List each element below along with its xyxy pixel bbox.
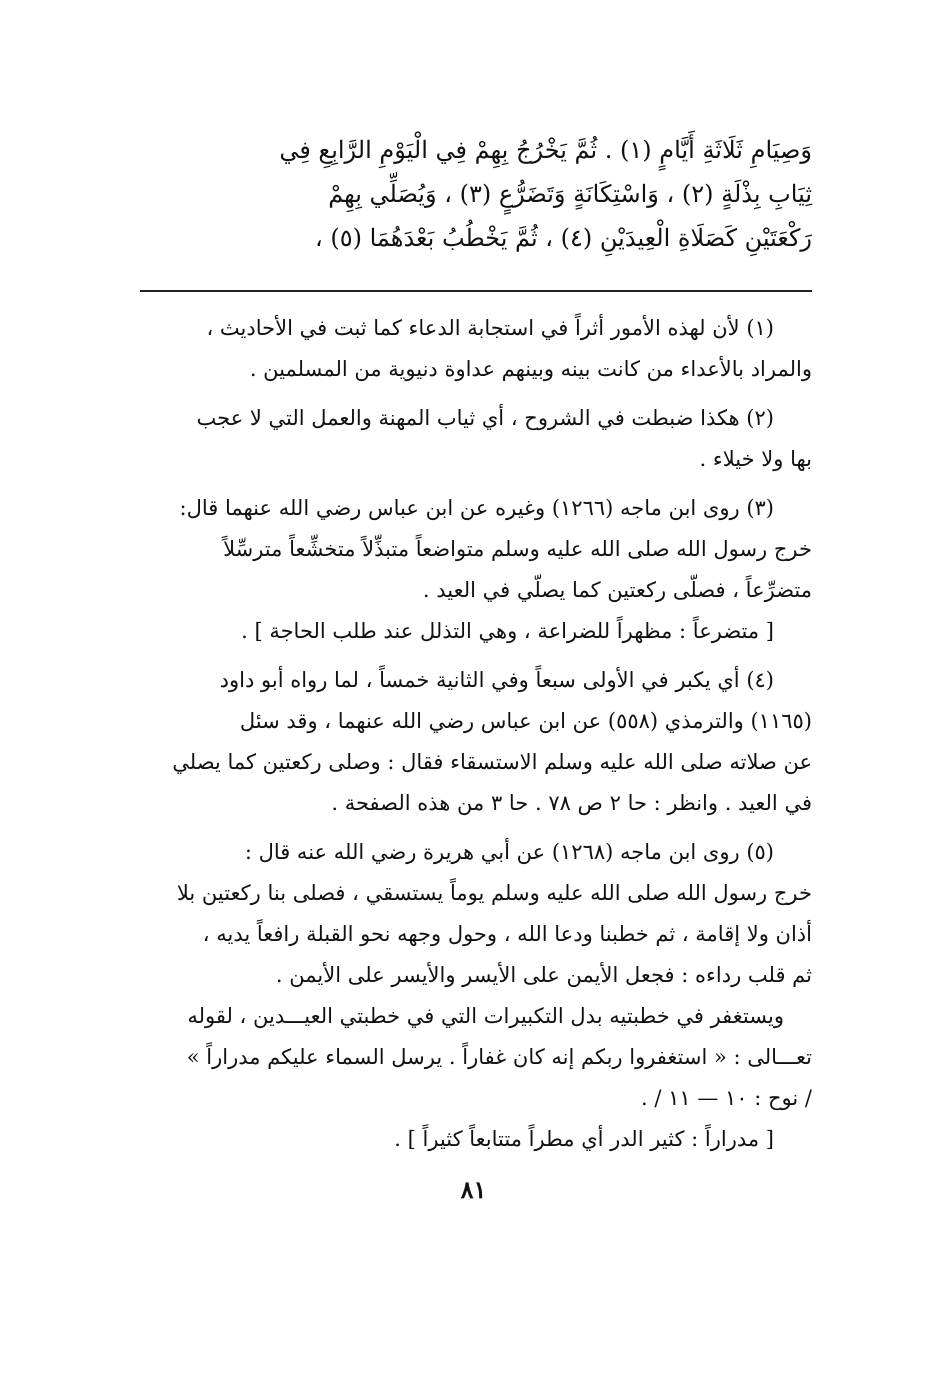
main-text [140, 128, 812, 260]
footnote-line: / نوح : ١٠ — ١١ / . [640, 1086, 812, 1110]
footnote-separator [140, 290, 812, 292]
footnote-line: (٥) روى ابن ماجه (١٢٦٨) عن أبي هريرة رضي الله عنه قال : [244, 840, 774, 864]
footnote-line: بها ولا خيلاء . [699, 447, 812, 471]
footnote-line: خرج رسول الله صلى الله عليه وسلم يوماً يستسقي ، فصلى بنا ركعتين بلا [176, 881, 812, 905]
footnote-gloss: [ متضرعاً : مظهراً للضراعة ، وهي التذلل عند طلب الحاجة ] . [241, 619, 774, 643]
footnote-line: تعـــالى : « استغفروا ربكم إنه كان غفاراً . يرسل السماء عليكم مدراراً » [186, 1045, 812, 1069]
footnote-line: (٢) هكذا ضبطت في الشروح ، أي ثياب المهنة والعمل التي لا عجب [196, 406, 774, 430]
main-text-line: رَكْعَتَيْنِ كَصَلَاةِ الْعِيدَيْنِ (٤) ، ثُمَّ يَخْطُبُ بَعْدَهُمَا (٥) ، [314, 224, 812, 252]
footnote-gloss: [ مدراراً : كثير الدر أي مطراً متتابعاً كثيراً ] . [394, 1127, 774, 1151]
footnote-4 [140, 660, 812, 824]
footnote-2 [140, 398, 812, 480]
footnote-line: والمراد بالأعداء من كانت بينه وبينهم عداوة دنيوية من المسلمين . [249, 357, 812, 381]
footnote-line: خرج رسول الله صلى الله عليه وسلم متواضعاً متبذِّلاً متخشِّعاً مترسِّلاً [223, 537, 812, 561]
footnote-line: (٣) روى ابن ماجه (١٢٦٦) وغيره عن ابن عباس رضي الله عنهما قال: [179, 496, 774, 520]
footnote-line: (٤) أي يكبر في الأولى سبعاً وفي الثانية خمساً ، لما رواه أبو داود [219, 668, 774, 692]
footnotes [140, 308, 812, 1168]
footnote-line: ويستغفر في خطبتيه بدل التكبيرات التي في خطبتي العيـــدين ، لقوله [187, 1004, 784, 1028]
footnote-line: (١١٦٥) والترمذي (٥٥٨) عن ابن عباس رضي الله عنهما ، وقد سئل [239, 709, 812, 733]
footnote-line: في العيد . وانظر : حا ٢ ص ٧٨ . حا ٣ من هذه الصفحة . [331, 791, 812, 815]
footnote-1 [140, 308, 812, 390]
footnote-3 [140, 488, 812, 652]
footnote-line: ثم قلب رداءه : فجعل الأيمن على الأيسر والأيسر على الأيمن . [275, 963, 812, 987]
footnote-5 [140, 832, 812, 1160]
footnote-line: (١) لأن لهذه الأمور أثراً في استجابة الدعاء كما ثبت في الأحاديث ، [206, 316, 774, 340]
main-text-line: وَصِيَامِ ثَلَاثَةِ أَيَّامٍ (١) . ثُمَّ يَخْرُجُ بِهِمْ فِي الْيَوْمِ الرَّابِعِ فِي [279, 136, 812, 164]
main-text-line: ثِيَابِ بِذْلَةٍ (٢) ، وَاسْتِكَانَةٍ وَتَضَرُّعٍ (٣) ، وَيُصَلِّي بِهِمْ [328, 180, 812, 208]
footnote-line: متضرِّعاً ، فصلّى ركعتين كما يصلّي في العيد . [422, 578, 812, 602]
footnote-line: عن صلاته صلى الله عليه وسلم الاستسقاء فقال : وصلى ركعتين كما يصلي [172, 750, 812, 774]
page-number: ٨١ [460, 1175, 487, 1204]
footnote-line: أذان ولا إقامة ، ثم خطبنا ودعا الله ، وحول وجهه نحو القبلة رافعاً يديه ، [202, 922, 812, 946]
